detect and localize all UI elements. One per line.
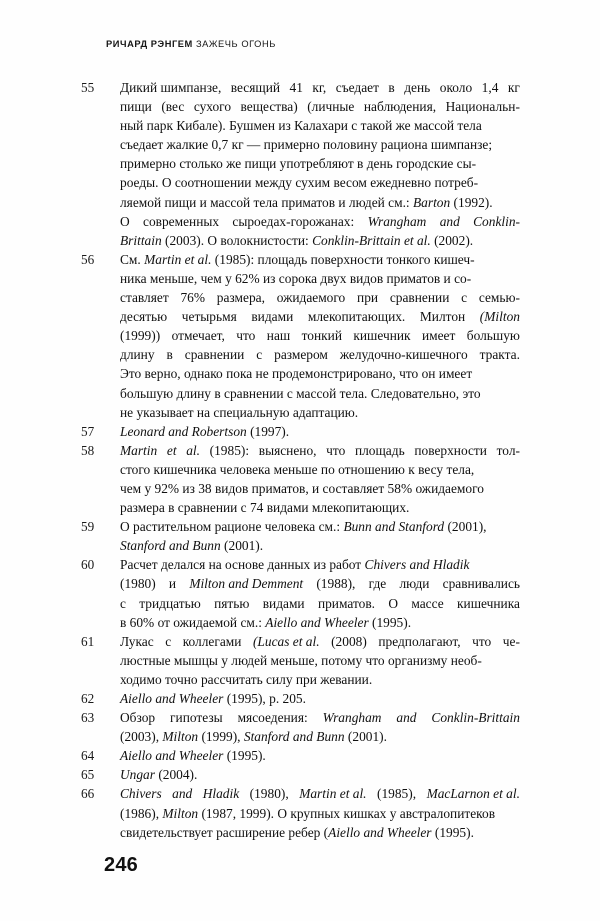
endnote-number: 64 (81, 748, 95, 764)
endnote (80, 784, 520, 841)
note-text-run: (1987, 1999). О крупных кишках у австралопитеков (198, 805, 496, 821)
endnote (80, 632, 520, 689)
citation-name: Aiello and Wheeler (265, 614, 369, 630)
note-text-run: желудочно-кишечного (339, 347, 468, 363)
citation-name: Chivers (120, 786, 162, 802)
note-text-run: Обзор (120, 710, 156, 726)
note-text-run: весящий (230, 80, 281, 95)
note-text-run: (личные (307, 99, 355, 115)
note-text-run: площадь (354, 442, 405, 458)
note-text-run: вещества) (240, 99, 298, 115)
note-text-run: с (120, 595, 126, 611)
endnote-number: 66 (81, 786, 95, 802)
endnote (80, 78, 520, 250)
note-text-run: сравнении (184, 347, 245, 363)
citation-name: Stanford and Bunn (243, 729, 345, 745)
note-text-run: что (472, 633, 492, 649)
endnote-text (120, 765, 520, 784)
note-text-run: Расчет делался на основе данных из работ (120, 557, 365, 573)
citation-name: Wrangham (322, 710, 382, 726)
note-text-run: свидетельствует расширение ребер ( (120, 824, 329, 840)
running-head-author: РИЧАРД РЭНГЕМ (106, 39, 193, 49)
endnote-text (120, 555, 520, 631)
endnote-line (120, 116, 520, 135)
note-text-run: сыроедах-горожанах: (232, 213, 355, 229)
note-text-run: размером (274, 347, 328, 363)
note-text-run: съедает жалкие 0,7 кг — примерно половину рациона шимпанзе; (120, 137, 493, 153)
note-text-run: поверхности (414, 442, 487, 458)
note-text-run: кишечника (457, 595, 520, 611)
citation-name: Aiello and Wheeler (120, 748, 224, 764)
endnote (80, 555, 520, 631)
note-text-run: длину (120, 347, 155, 363)
note-text-run: О растительном рационе человека см.: (120, 519, 344, 535)
note-text-run: О (120, 213, 130, 229)
note-text-run: См. (120, 251, 145, 267)
note-text-run: (1980), (249, 786, 289, 802)
note-text-run: (2001). (220, 538, 264, 554)
note-text-run: (2008) (331, 633, 367, 649)
endnote-text (120, 78, 520, 250)
citation-name: Brittain (120, 232, 162, 248)
citation-name: Stanford and Bunn (120, 538, 221, 554)
note-text-run: (1995). (223, 748, 266, 764)
note-text-run: наблюдения, (363, 99, 437, 115)
note-text-run: тридцатью (139, 595, 201, 611)
citation-name: Conklin-Brittain (431, 710, 520, 726)
note-text-run: пятью (214, 595, 250, 611)
note-text-run: тол- (496, 442, 520, 458)
note-text-run: мясоедения: (237, 710, 308, 726)
note-text-run: с (461, 290, 468, 306)
endnote-number: 62 (81, 691, 95, 706)
note-text-run: где (368, 576, 387, 592)
note-text-run: (1992). (450, 194, 493, 210)
endnote-line (120, 441, 520, 460)
citation-name: Chivers and Hladik (364, 557, 470, 573)
endnote-text (120, 708, 520, 746)
endnote-number: 65 (81, 767, 95, 783)
endnote-line (120, 708, 520, 727)
note-text-run: десятью (120, 309, 168, 325)
endnote-number: 58 (81, 442, 95, 458)
note-text-run: большую (466, 328, 520, 344)
note-text-run: (1988), (316, 576, 356, 592)
note-text-run: Лукас (120, 633, 154, 649)
endnote-text (120, 632, 520, 689)
note-text-run: чем у 92% из 38 видов приматов, и составляет 58% ожидаемого (120, 480, 484, 496)
citation-name: Martin (120, 442, 158, 458)
note-text-run: ставляет (120, 290, 169, 306)
running-head (106, 40, 276, 49)
note-text-run: при (357, 290, 379, 306)
note-text-run: 1,4 (481, 80, 499, 95)
note-text-run: ожидаемого (276, 290, 346, 306)
note-text-run: в 60% от ожидаемой см.: (120, 614, 266, 630)
endnote-line (120, 193, 520, 212)
citation-name: and (172, 786, 193, 802)
citation-name: Conklin- (473, 213, 520, 229)
endnote-text (120, 746, 520, 765)
note-text-run: роеды. О соотношении между сухим весом ежедневно потреб- (120, 175, 479, 191)
note-text-run: ный парк Кибале). Бушмен из Калахари с такой же массой тела (120, 118, 482, 134)
endnote-line (120, 345, 520, 364)
citation-name: Wrangham (367, 213, 427, 229)
note-text-run: (2002). (430, 232, 474, 248)
note-text-run: размера в сравнении с 74 видами млекопитающих. (120, 500, 410, 516)
note-text-run: коллегами (182, 633, 242, 649)
endnote-text (120, 250, 520, 422)
citation-name: Martin et al. (299, 786, 367, 802)
citation-name: and (396, 710, 417, 726)
note-text-run: что (236, 328, 256, 344)
page-folio: 246 (104, 854, 138, 876)
note-text-run: (1985), (377, 786, 417, 802)
endnote-line (120, 422, 520, 441)
note-text-run: четырьмя (181, 309, 237, 325)
note-text-run: с (165, 633, 172, 649)
endnote-text (120, 517, 520, 555)
citation-name: Martin et al. (144, 251, 212, 267)
note-text-run: с (256, 347, 263, 363)
note-text-run: наш (266, 328, 291, 344)
citation-name: Milton (162, 729, 199, 745)
endnote-line (120, 727, 520, 746)
endnote-line (120, 288, 520, 307)
citation-name: Bunn and Stanford (343, 519, 445, 535)
note-text-run: приматов. (317, 595, 375, 611)
endnote-line (120, 154, 520, 173)
note-text-run: сухого (193, 99, 232, 115)
endnote-text (120, 422, 520, 441)
endnote-line (120, 403, 520, 422)
note-text-run: большую длину в сравнении с массой тела. Следовательно, это (120, 385, 481, 401)
citation-name: Ungar (120, 767, 155, 783)
citation-name: MacLarnon et al. (426, 786, 520, 802)
citation-name: (Lucas et al. (252, 633, 320, 649)
endnote-line (120, 746, 520, 765)
endnote-line (120, 632, 520, 651)
endnote-line (120, 536, 520, 555)
note-text-run: 41 (289, 80, 303, 95)
endnote (80, 746, 520, 765)
note-text-run: современных (143, 213, 220, 229)
endnote-line (120, 212, 520, 231)
note-text-run: (1995). (368, 614, 412, 630)
endnote-line (120, 173, 520, 192)
endnote-line (120, 574, 520, 593)
endnote-line (120, 555, 520, 574)
endnote-line (120, 804, 520, 823)
endnote-line (120, 97, 520, 116)
note-text-run: О (388, 595, 399, 611)
note-text-run: около (439, 80, 473, 95)
endnote-text (120, 441, 520, 517)
endnote-text (120, 689, 520, 708)
endnote-line (120, 517, 520, 536)
note-text-run: (2004). (154, 767, 198, 783)
note-text-run: люстные мышцы у людей меньше, потому что организму необ- (120, 652, 482, 668)
note-text-run: отмечает, (171, 328, 225, 344)
running-head-title: ЗАЖЕЧЬ ОГОНЬ (196, 39, 276, 49)
note-text-run: (2001). (344, 729, 387, 745)
citation-name: Barton (413, 194, 451, 210)
note-text-run: тракта. (479, 347, 520, 363)
citation-name: Aiello and Wheeler (120, 691, 224, 706)
note-text-run: ника меньше, чем у 62% из сорока двух видов приматов и со- (120, 270, 472, 286)
note-text-run: (1980) (120, 576, 156, 592)
note-text-run: ляемой пищи и массой тела приматов и людей см.: (120, 194, 413, 210)
note-text-run: семью- (478, 290, 520, 306)
note-text-run: сравнивались (442, 576, 520, 592)
endnote-line (120, 479, 520, 498)
citation-name: al. (186, 442, 200, 458)
endnote-text (120, 784, 520, 841)
note-text-run: имеет (421, 328, 456, 344)
note-text-run: (1999), (198, 729, 244, 745)
note-text-run: размера, (216, 290, 265, 306)
endnote-line (120, 651, 520, 670)
endnote (80, 517, 520, 555)
endnote-line (120, 269, 520, 288)
endnote-line (120, 250, 520, 269)
note-text-run: (1999)) (120, 328, 161, 344)
note-text-run: день (404, 80, 431, 95)
endnote-line (120, 670, 520, 689)
note-text-run: кишечник (353, 328, 411, 344)
note-text-run: че- (502, 633, 520, 649)
note-text-run: (2003), (120, 729, 163, 745)
note-text-run: кг, (312, 80, 327, 95)
note-text-run: ходимо точно рассчитать силу при жевании. (120, 671, 373, 687)
endnote (80, 689, 520, 708)
endnote-number: 59 (81, 519, 95, 535)
note-text-run: (2003). О волокнистости: (161, 232, 313, 248)
citation-name: (Milton (479, 309, 520, 325)
citation-name: et (166, 442, 177, 458)
note-text-run: в (388, 80, 395, 95)
note-text-run: (1986), (120, 805, 163, 821)
note-text-run: (1985): (209, 442, 250, 458)
note-text-run: стого кишечника человека меньше по отношению к весу тела, (120, 461, 475, 477)
citation-name: Leonard and Robertson (120, 423, 247, 439)
endnote (80, 250, 520, 422)
endnote-line (120, 231, 520, 250)
note-text-run: примерно столько же пищи употребляют в день городские сы- (120, 156, 477, 172)
citation-name: Aiello and Wheeler (328, 824, 432, 840)
endnote-line (120, 460, 520, 479)
note-text-run: (вес (161, 99, 185, 115)
endnote (80, 441, 520, 517)
citation-name: Conklin-Brittain et al. (312, 232, 431, 248)
note-text-run: съедает (335, 80, 379, 95)
note-text-run: видами (262, 595, 305, 611)
endnote (80, 422, 520, 441)
endnote-line (120, 689, 520, 708)
endnote-number: 61 (81, 633, 95, 649)
endnote-line (120, 765, 520, 784)
endnote-number: 63 (81, 710, 95, 726)
endnote (80, 708, 520, 746)
note-text-run: Национальн- (445, 99, 520, 115)
endnote-line (120, 613, 520, 632)
endnote-line (120, 135, 520, 154)
citation-name: Milton (162, 805, 199, 821)
endnote-number: 60 (81, 557, 95, 573)
endnote-line (120, 823, 520, 842)
note-text-run: предполагают, (378, 633, 461, 649)
note-text-run: Это верно, однако пока не продемонстрировано, что он имеет (120, 366, 473, 382)
note-text-run: и (168, 576, 177, 592)
note-text-run: пищи (120, 99, 152, 115)
endnote-line (120, 78, 520, 97)
note-text-run: тонкий (301, 328, 342, 344)
citation-name: and (439, 213, 460, 229)
citation-name: Milton and Demment (189, 576, 304, 592)
endnote-number: 55 (81, 80, 95, 95)
note-text-run: люди (399, 576, 430, 592)
note-text-run: (1985): площадь поверхности тонкого кишеч- (211, 251, 475, 267)
note-text-run: Дикий шимпанзе, (120, 80, 222, 95)
endnote-number: 56 (81, 251, 95, 267)
endnote-line (120, 307, 520, 326)
note-text-run: массе (411, 595, 444, 611)
endnote-number: 57 (81, 423, 95, 439)
note-text-run: в (166, 347, 173, 363)
endnote-line (120, 326, 520, 345)
note-text-run: млекопитающих. (307, 309, 406, 325)
note-text-run: 76% (180, 290, 206, 306)
note-text-run: (1997). (246, 423, 290, 439)
endnote (80, 765, 520, 784)
endnote-line (120, 784, 520, 803)
note-text-run: (2001), (444, 519, 487, 535)
note-text-run: (1995). (431, 824, 474, 840)
note-text-run: (1995), p. 205. (223, 691, 306, 706)
endnotes-list (80, 78, 520, 842)
endnote-line (120, 384, 520, 403)
note-text-run: выяснено, (258, 442, 317, 458)
note-text-run: сравнении (389, 290, 450, 306)
note-text-run: гипотезы (170, 710, 223, 726)
note-text-run: не указывает на специальную адаптацию. (120, 404, 359, 420)
endnote-line (120, 498, 520, 517)
citation-name: Hladik (202, 786, 240, 802)
note-text-run: что (326, 442, 346, 458)
endnote-line (120, 594, 520, 613)
endnote-line (120, 364, 520, 383)
note-text-run: кг (507, 80, 520, 95)
note-text-run: видами (251, 309, 294, 325)
note-text-run: Милтон (419, 309, 466, 325)
